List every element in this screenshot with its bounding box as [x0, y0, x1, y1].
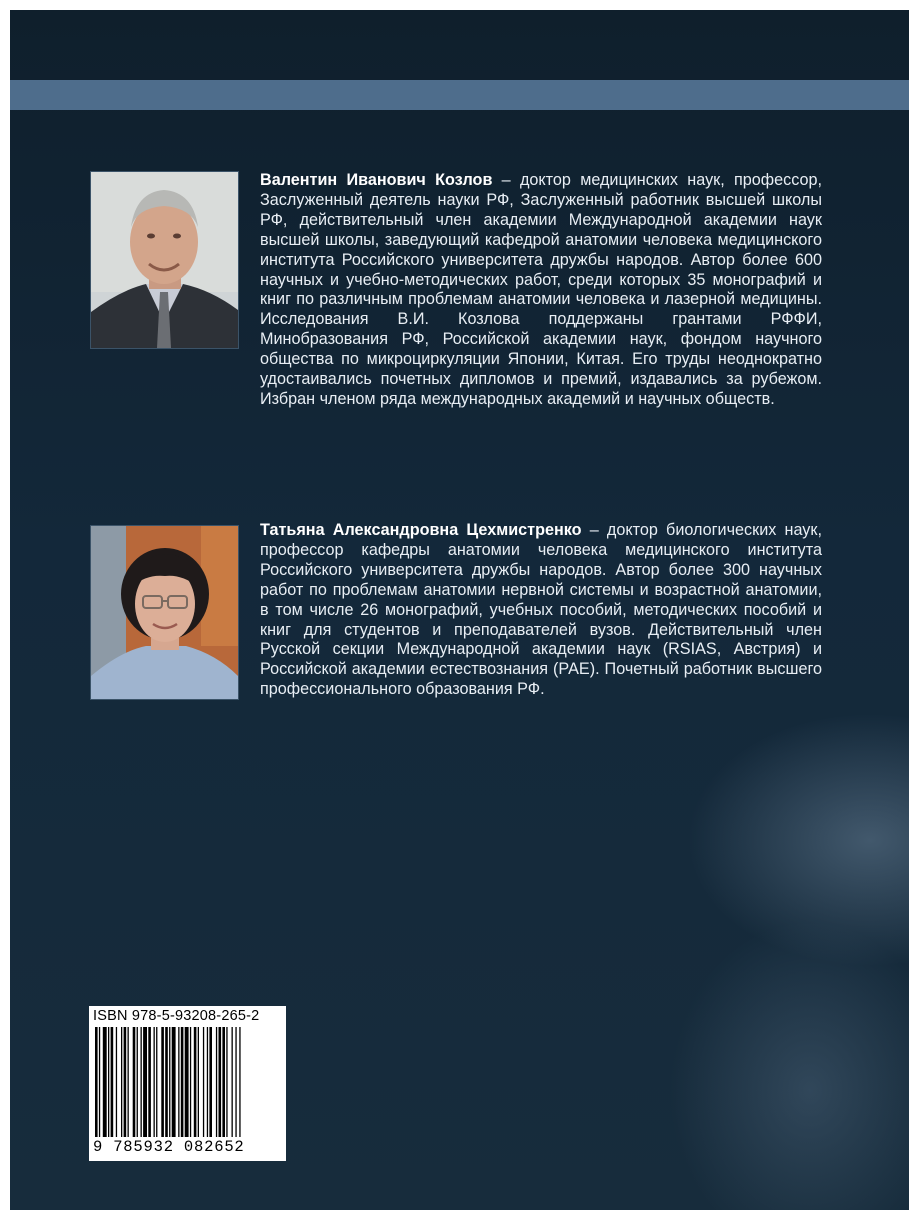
- top-band: [10, 80, 909, 110]
- isbn-label: ISBN 978-5-93208-265-2: [93, 1008, 260, 1024]
- author-photo-tsekhmistrenko: [90, 525, 239, 700]
- back-cover: [10, 10, 909, 1210]
- barcode-digits: 9 785932 082652: [93, 1138, 245, 1156]
- author-name: Валентин Иванович Козлов: [260, 171, 493, 189]
- author-description: – доктор медицинских наук, профессор, Заслуженный деятель науки РФ, Заслуженный работник высшей школы РФ, действительный член академии Международной академии наук высшей школы, заведующий кафедрой анатомии человека медицинского института Российского университета дружбы народов. Автор более 600 научных и учебно-методических работ, среди которых 35 монографий и книг по различным проблемам анатомии человека и лазерной медицины. Исследования В.И. Козлова поддержаны грантами РФФИ, Минобразования РФ, Российской академии наук, фондом научного общества по микроциркуляции Японии, Китая. Его труды неоднократно удостаивались почетных дипломов и премий, издавались за рубежом. Избран членом ряда международных академий и научных обществ.: [260, 171, 822, 408]
- barcode-icon: [95, 1027, 281, 1137]
- author-name: Татьяна Александровна Цехмистренко: [260, 521, 582, 539]
- author-bio-tsekhmistrenko: [260, 521, 822, 700]
- author-bio-kozlov: [260, 171, 822, 410]
- isbn-barcode-block: [89, 1006, 286, 1161]
- author-description: – доктор биологических наук, профессор кафедры анатомии человека медицинского института Российского университета дружбы народов. Автор более 300 научных работ по проблемам анатомии нервной системы и возрастной анатомии, в том числе 26 монографий, учебных пособий, методических пособий и книг для студентов и преподавателей вузов. Действительный член Русской секции Международной академии наук (RSIAS, Австрия) и Российской академии естествознания (РАЕ). Почетный работник высшего профессионального образования РФ.: [260, 521, 822, 699]
- author-photo-kozlov: [90, 171, 239, 349]
